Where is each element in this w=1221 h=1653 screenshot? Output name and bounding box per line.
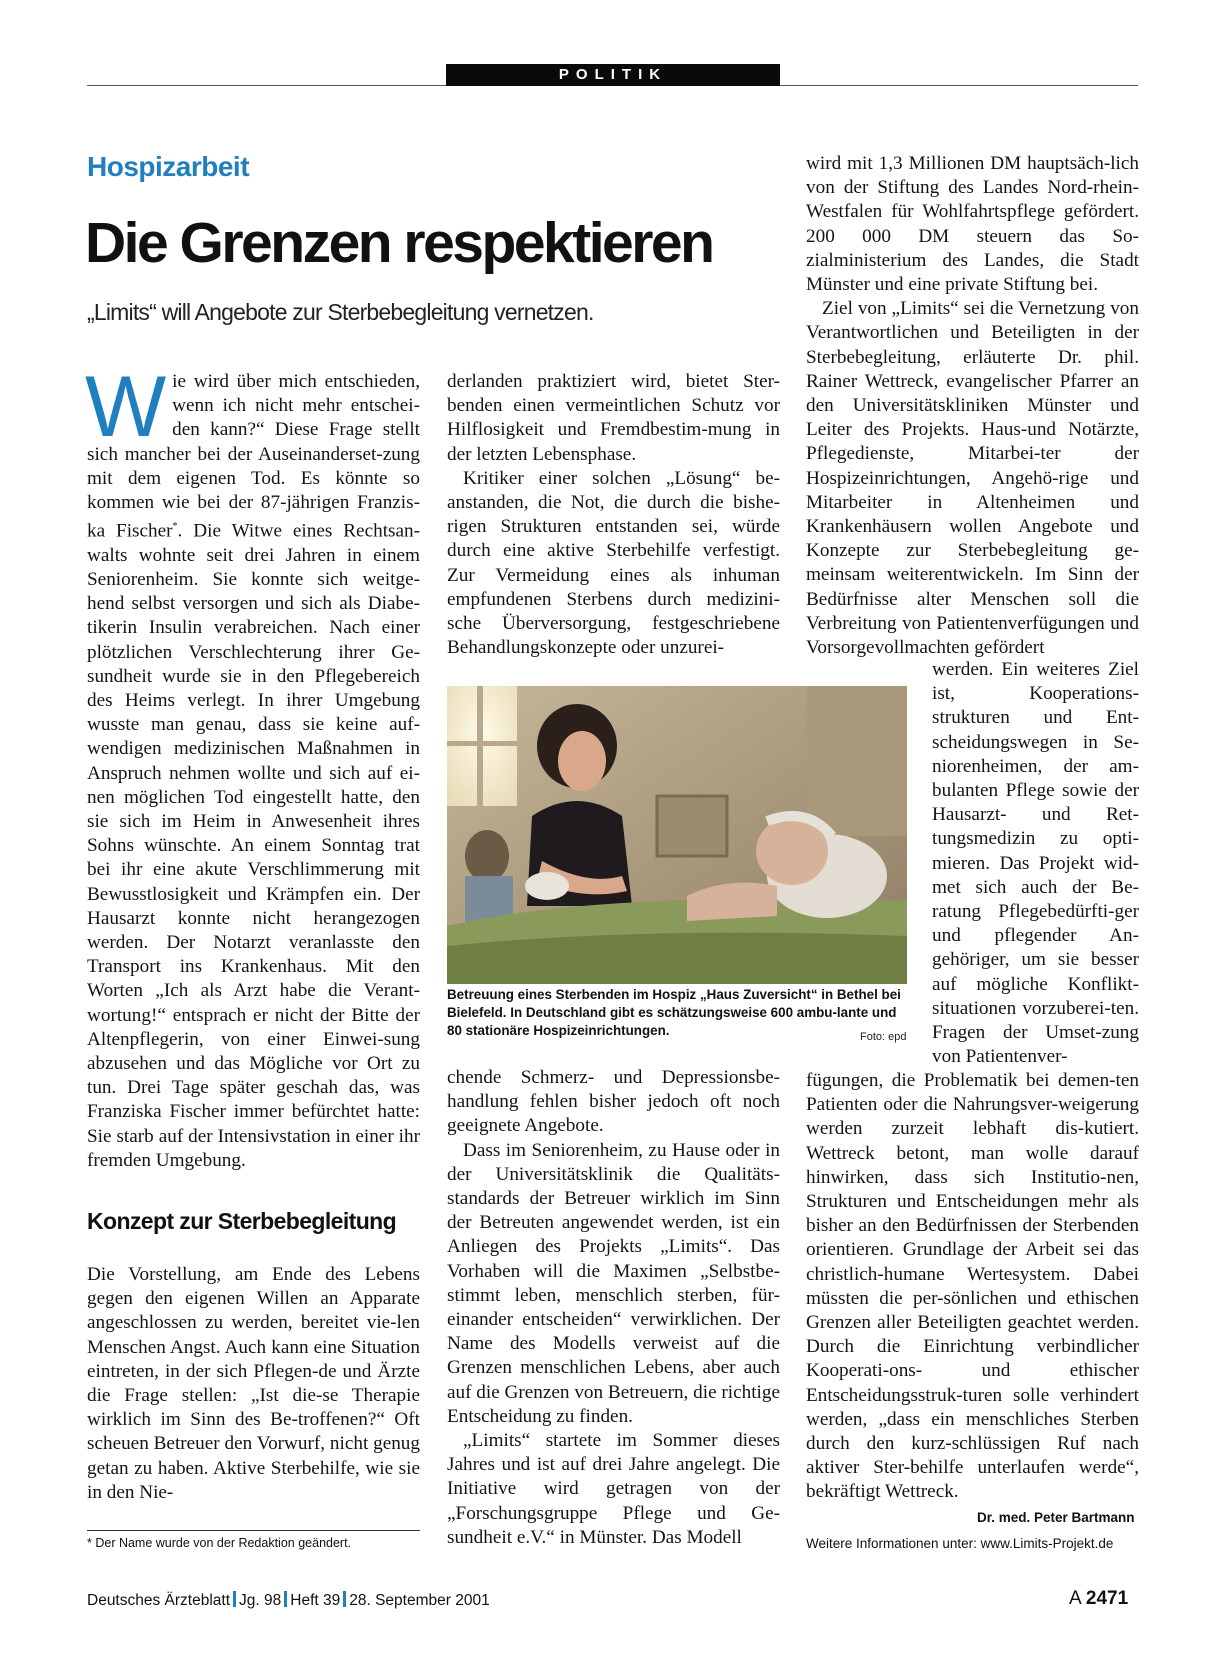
- lead-text: ie wird über mich entschieden, wenn ich nicht mehr entschei-den kann?“ Diese Frage stellt sich mancher bei der Auseinanderset-zung mit dem eigenen Tod. Es könnte so kommen wie bei der 87-jährigen Franzis-ka Fischer: [87, 371, 420, 542]
- volume: Jg. 98: [239, 1592, 282, 1609]
- page-prefix: A: [1069, 1588, 1081, 1609]
- paragraph: Kritiker einer solchen „Lösung“ be-anstanden, die Not, die durch die bishe-rigen Strukturen entstanden sei, würde durch eine aktive Sterbehilfe verfestigt. Zur Vermeidung eines als inhuman empfundenen Sterbens durch medizini-sche Überversorgung, festgeschriebene Behandlungskonzepte oder unzurei-: [447, 467, 780, 659]
- column-2: [447, 370, 780, 660]
- section-label: POLITIK: [446, 64, 780, 86]
- more-info-link[interactable]: Weitere Informationen unter: www.Limits-Projekt.de: [806, 1536, 1114, 1551]
- headline: Die Grenzen respektieren: [85, 211, 713, 275]
- paragraph: fügungen, die Problematik bei demen-ten Patienten oder die Nahrungsver-weigerung werden zurzeit lebhaft dis-kutiert. Wettreck betont, man wolle darauf hinwirken, dass sich Institutio-nen, Strukturen und Entscheidungen mehr als bisher an den Bedürfnissen der Sterbenden orientieren. Grundlage der Arbeit sei das christlich-humane Wertesystem. Dabei müssten die per-sönlichen und ethischen Grenzen aller Beteiligten geachtet werden. Durch die Einrichtung verbindlicher Kooperati-ons- und ethischer Entscheidungsstruk-turen solle verhindert werden, „dass ein menschliches Sterben durch den kurz-schlüssigen Ruf nach aktiver Ster-behilfe unterlaufen werde“, bekräftigt Wettreck.: [806, 1070, 1139, 1503]
- paragraph: Die Vorstellung, am Ende des Lebens gegen den eigenen Willen an Apparate angeschlossen zu werden, bereitet vie-len Menschen Angst. Auch kann eine Situation eintreten, in der sich Pflegen-de und Ärzte die Frage stellen: „Ist die-se Therapie wirklich im Sinn des Be-troffenen?“ Oft scheuen Betreuer den Vorwurf, nicht genug getan zu haben. Aktive Sterbehilfe, wie sie in den Nie-: [87, 1264, 420, 1503]
- issue-date: 28. September 2001: [349, 1592, 490, 1609]
- column-2-continued: [447, 1066, 780, 1550]
- footnote-marker: *: [172, 521, 178, 533]
- divider: [233, 1591, 236, 1607]
- page-footer: [87, 1591, 490, 1610]
- subheading: Konzept zur Sterbebegleitung: [87, 1208, 397, 1234]
- lead-text-rest: . Die Witwe eines Rechtsan-walts wohnte seit drei Jahren in einem Seniorenheim. Sie konnte sich weitge-hend selbst versorgen und sich als Diabe-tikerin Insulin verabreichen. Nach einer plötzlichen Verschlechterung ihrer Ge-sundheit wurde sie in den Pflegebereich des Heims verlegt. In ihrer Umgebung wusste man genau, dass sie keine auf-wendigen medizinischen Maßnahmen in Anspruch nehmen wollte und sich auf ei-nen möglichen Tod eingestellt hatte, den sie sich im Heim in Anwesenheit ihres Sohns wünschte. An einem Sonntag trat bei ihr eine akute Verschlimmerung mit Bewusstlosigkeit und Krämpfen ein. Der Hausarzt konnte nicht herangezogen werden. Der Notarzt veranlasste den Transport ins Krankenhaus. Mit den Worten „Ich als Arzt habe die Verant-wortung!“ entsprach er nicht der Bitte der Altenpflegerin, von einer Einwei-sung abzusehen und das Mögliche vor Ort zu tun. Drei Tage später geschah das, was Franziska Fischer immer befürchtet hatte: Sie starb auf der Intensivstation in einer ihr fremden Umgebung.: [87, 520, 420, 1171]
- hospice-photo: [447, 686, 907, 984]
- paragraph: chende Schmerz- und Depressionsbe-handlung fehlen bisher jedoch oft noch geeignete Angebote.: [447, 1067, 780, 1137]
- footnote-rule: [87, 1530, 420, 1531]
- paragraph: wird mit 1,3 Millionen DM hauptsäch-lich von der Stiftung des Landes Nord-rhein-Westfalen für Wohlfahrtspflege gefördert. 200 000 DM steuern das So-zialministerium des Landes, die Stadt Münster und eine private Stiftung bei.: [806, 153, 1139, 296]
- column-3: [806, 152, 1139, 660]
- paragraph: Dass im Seniorenheim, zu Hause oder in der Universitätsklinik die Qualitäts-standards der Betreuer wirklich im Sinn der Betreuten angewendet werden, ist ein Anliegen des Projekts „Limits“. Das Vorhaben will die Maximen „Selbstbe-stimmt leben, menschlich sterben, für-einander entscheiden“ verwirklichen. Der Name des Modells verweist auf die Grenzen menschlichen Lebens, aber auch auf die Grenzen von Betreuern, die richtige Entscheidung zu finden.: [447, 1139, 780, 1427]
- footnote: * Der Name wurde von der Redaktion geändert.: [87, 1536, 352, 1550]
- photo-credit: Foto: epd: [860, 1031, 907, 1043]
- deck: „Limits“ will Angebote zur Sterbebegleitung vernetzen.: [87, 299, 594, 325]
- divider: [343, 1591, 346, 1607]
- journal-name: Deutsches Ärzteblatt: [87, 1592, 231, 1609]
- paragraph: „Limits“ startete im Sommer dieses Jahres und ist auf drei Jahre angelegt. Die Initiative wird getragen von der „Forschungsgruppe Pflege und Ge-sundheit e.V.“ in Münster. Das Modell: [447, 1430, 780, 1548]
- photo-caption: Betreuung eines Sterbenden im Hospiz „Haus Zuversicht“ in Bethel bei Bielefeld. In Deutschland gibt es schätzungsweise 600 ambu-lante und 80 stationäre Hospizeinrichtungen.: [447, 987, 901, 1038]
- column-3-narrow: werden. Ein weiteres Ziel ist, Kooperations-strukturen und Ent-scheidungswegen in Se-niorenheimen, der am-bulanten Pflege sowie der Hausarzt- und Ret-tungsmedizin zu opti-mieren. Das Projekt wid-met sich auch der Be-ratung Pflegebedürfti-ger und pflegender An-gehöriger, um sie besser auf mögliche Konflikt-situationen vorzuberei-ten. Fragen der Umset-zung von Patientenver-: [932, 659, 1139, 1068]
- column-1-continued: [87, 1263, 420, 1505]
- divider: [284, 1591, 287, 1607]
- author-byline: Dr. med. Peter Bartmann: [977, 1510, 1135, 1525]
- page-number-value: 2471: [1085, 1588, 1129, 1609]
- paragraph: Ziel von „Limits“ sei die Vernetzung von Verantwortlichen und Beteiligten in der Sterbebegleitung, erläuterte Dr. phil. Rainer Wettreck, evangelischer Pfarrer an den Universitätskliniken Münster und Leiter des Projekts. Haus-und Notärzte, Pflegedienste, Mitarbei-ter der Hospizeinrichtungen, Angehö-rige und Mitarbeiter in Altenheimen und Krankenhäusern wollen Angebote und Konzepte zur Sterbebegleitung ge-meinsam weiterentwickeln. Im Sinn der Bedürfnisse alter Menschen soll die Verbreitung von Patientenverfügungen und Vorsorgevollmachten gefördert: [806, 298, 1139, 659]
- column-3-continued: [806, 1069, 1139, 1505]
- column-1: [85, 359, 420, 1173]
- photo-image: [447, 686, 907, 984]
- dropcap: W: [85, 359, 167, 455]
- kicker: Hospizarbeit: [87, 151, 250, 182]
- page-number: [1069, 1588, 1128, 1610]
- paragraph: derlanden praktiziert wird, bietet Ster-benden einen vermeintlichen Schutz vor Hilflosigkeit und Fremdbestim-mung in der letzten Lebensphase.: [447, 371, 780, 465]
- issue: Heft 39: [290, 1592, 341, 1609]
